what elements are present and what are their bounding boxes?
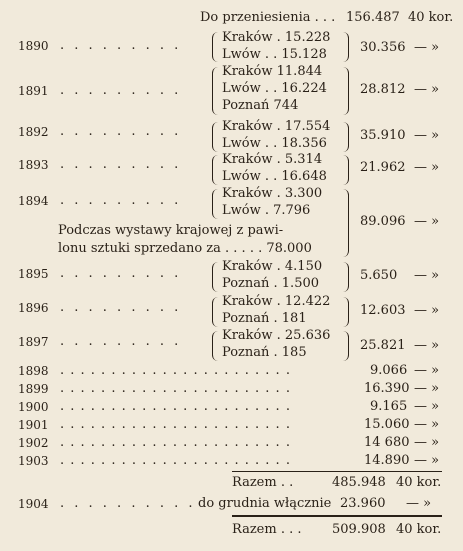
right-brace bbox=[342, 155, 349, 185]
dash-1890: — » bbox=[414, 40, 440, 55]
carry-label: Do przeniesienia . . . bbox=[200, 10, 336, 25]
grand-total-label: Razem . . . bbox=[232, 522, 302, 537]
right-brace bbox=[342, 262, 349, 292]
grand-total-amount: 509.908 bbox=[332, 522, 386, 537]
year-1890: 1890 bbox=[18, 39, 49, 53]
dash-1899: — » bbox=[414, 381, 440, 396]
right-brace bbox=[342, 331, 349, 361]
dash-1903: — » bbox=[414, 453, 440, 468]
leader-1895: . . . . . . . . . bbox=[60, 266, 182, 281]
y1904-dash: — » bbox=[406, 496, 432, 511]
year-1893: 1893 bbox=[18, 158, 49, 172]
grand-total-rule bbox=[232, 515, 442, 517]
subtotal-amount: 485.948 bbox=[332, 475, 386, 490]
subtotal-rule bbox=[232, 471, 442, 472]
exhibition-line-2: lonu sztuki sprzedano za . . . . . 78.000 bbox=[58, 241, 312, 256]
item-1891-lwow: Lwów . . 16.224 bbox=[222, 81, 327, 96]
dash-1895: — » bbox=[414, 268, 440, 283]
leader-1892: . . . . . . . . . bbox=[60, 124, 182, 139]
item-1894-krakow: Kraków . 3.300 bbox=[222, 186, 323, 201]
left-brace bbox=[212, 155, 219, 185]
item-1897-krakow: Kraków . 25.636 bbox=[222, 328, 331, 343]
left-brace bbox=[212, 122, 219, 152]
item-1895-poznan: Poznań . 1.500 bbox=[222, 276, 320, 291]
item-1894-lwow: Lwów . 7.796 bbox=[222, 203, 311, 218]
total-1901: 15.060 bbox=[364, 417, 410, 432]
total-1891: 28.812 bbox=[360, 82, 406, 97]
right-brace bbox=[342, 32, 349, 62]
left-brace bbox=[212, 331, 219, 361]
item-1896-krakow: Kraków . 12.422 bbox=[222, 294, 331, 309]
year-1894: 1894 bbox=[18, 194, 49, 208]
item-1890-lwow: Lwów . . 15.128 bbox=[222, 47, 327, 62]
leader-1901: . . . . . . . . . . . . . . . . . . . . . . . bbox=[60, 417, 291, 432]
dash-1897: — » bbox=[414, 338, 440, 353]
grand-total-unit: 40 kor. bbox=[396, 522, 442, 537]
total-1890: 30.356 bbox=[360, 40, 406, 55]
y1904-label: do grudnia włącznie bbox=[198, 496, 332, 511]
year-1895: 1895 bbox=[18, 267, 49, 281]
dash-1891: — » bbox=[414, 82, 440, 97]
left-brace bbox=[212, 189, 219, 219]
year-1898: 1898 bbox=[18, 364, 49, 378]
year-1903: 1903 bbox=[18, 454, 49, 468]
leader-1904: . . . . . . . . . . bbox=[60, 496, 196, 511]
y1904-amount: 23.960 bbox=[340, 496, 386, 511]
year-1891: 1891 bbox=[18, 84, 49, 98]
subtotal-label: Razem . . bbox=[232, 475, 294, 490]
total-1896: 12.603 bbox=[360, 303, 406, 318]
item-1896-poznan: Poznań . 181 bbox=[222, 311, 307, 326]
total-1902: 14 680 bbox=[364, 435, 410, 450]
item-1891-krakow: Kraków 11.844 bbox=[222, 64, 323, 79]
item-1893-lwow: Lwów . . 16.648 bbox=[222, 169, 327, 184]
leader-1903: . . . . . . . . . . . . . . . . . . . . . . . bbox=[60, 453, 291, 468]
leader-1899: . . . . . . . . . . . . . . . . . . . . . . . bbox=[60, 381, 291, 396]
dash-1896: — » bbox=[414, 303, 440, 318]
total-1893: 21.962 bbox=[360, 160, 406, 175]
dash-1898: — » bbox=[414, 363, 440, 378]
year-1900: 1900 bbox=[18, 400, 49, 414]
item-1892-lwow: Lwów . . 18.356 bbox=[222, 136, 327, 151]
total-1900: 9.165 bbox=[370, 399, 408, 414]
total-1903: 14.890 bbox=[364, 453, 410, 468]
leader-1894: . . . . . . . . . bbox=[60, 193, 182, 208]
right-brace bbox=[342, 189, 349, 257]
item-1895-krakow: Kraków . 4.150 bbox=[222, 259, 323, 274]
leader-1900: . . . . . . . . . . . . . . . . . . . . . . . bbox=[60, 399, 291, 414]
carry-unit: 40 kor. bbox=[408, 10, 454, 25]
item-1893-krakow: Kraków . 5.314 bbox=[222, 152, 323, 167]
year-1896: 1896 bbox=[18, 301, 49, 315]
dash-1893: — » bbox=[414, 160, 440, 175]
exhibition-line-1: Podczas wystawy krajowej z pawi- bbox=[58, 223, 284, 238]
leader-1898: . . . . . . . . . . . . . . . . . . . . . . . bbox=[60, 363, 291, 378]
item-1890-krakow: Kraków . 15.228 bbox=[222, 30, 331, 45]
dash-1901: — » bbox=[414, 417, 440, 432]
item-1897-poznan: Poznań . 185 bbox=[222, 345, 307, 360]
total-1898: 9.066 bbox=[370, 363, 408, 378]
year-1901: 1901 bbox=[18, 418, 49, 432]
total-1892: 35.910 bbox=[360, 128, 406, 143]
leader-1896: . . . . . . . . . bbox=[60, 300, 182, 315]
subtotal-unit: 40 kor. bbox=[396, 475, 442, 490]
total-1899: 16.390 bbox=[364, 381, 410, 396]
year-1892: 1892 bbox=[18, 125, 49, 139]
right-brace bbox=[342, 122, 349, 152]
left-brace bbox=[212, 262, 219, 292]
year-1899: 1899 bbox=[18, 382, 49, 396]
total-1895: 5.650 bbox=[360, 268, 398, 283]
leader-1897: . . . . . . . . . bbox=[60, 334, 182, 349]
dash-1892: — » bbox=[414, 128, 440, 143]
total-1897: 25.821 bbox=[360, 338, 406, 353]
carry-amount: 156.487 bbox=[346, 10, 400, 25]
leader-1891: . . . . . . . . . bbox=[60, 83, 182, 98]
item-1891-poznan: Poznań 744 bbox=[222, 98, 299, 113]
right-brace bbox=[342, 67, 349, 115]
dash-1902: — » bbox=[414, 435, 440, 450]
leader-1902: . . . . . . . . . . . . . . . . . . . . . . . bbox=[60, 435, 291, 450]
total-1894: 89.096 bbox=[360, 214, 406, 229]
year-1897: 1897 bbox=[18, 335, 49, 349]
dash-1894: — » bbox=[414, 214, 440, 229]
item-1892-krakow: Kraków . 17.554 bbox=[222, 119, 331, 134]
right-brace bbox=[342, 297, 349, 327]
left-brace bbox=[212, 67, 219, 115]
dash-1900: — » bbox=[414, 399, 440, 414]
year-1904: 1904 bbox=[18, 497, 49, 511]
left-brace bbox=[212, 32, 219, 62]
leader-1893: . . . . . . . . . bbox=[60, 157, 182, 172]
leader-1890: . . . . . . . . . bbox=[60, 38, 182, 53]
left-brace bbox=[212, 297, 219, 327]
year-1902: 1902 bbox=[18, 436, 49, 450]
